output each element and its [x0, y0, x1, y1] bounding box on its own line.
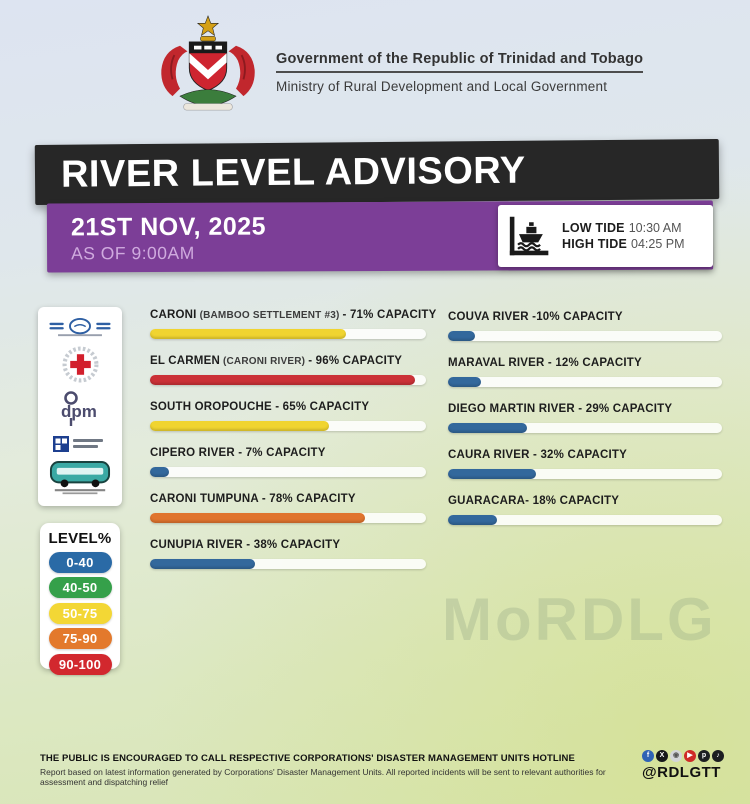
- partner-logos-panel: [38, 307, 122, 506]
- capacity-bar-track: [448, 469, 722, 479]
- capacity-bar-track: [448, 423, 722, 433]
- capacity-bar-track: [150, 513, 426, 523]
- works-transport-logo-icon: [53, 435, 107, 453]
- advisory-date: 21ST NOV, 2025: [70, 212, 267, 242]
- low-tide-time: 10:30 AM: [628, 221, 682, 235]
- capacity-bar-track: [150, 375, 426, 385]
- capacity-bar-fill: [150, 513, 365, 523]
- river-label: GUARACARA- 18% CAPACITY: [448, 495, 620, 507]
- river-name: EL CARMEN: [150, 355, 220, 367]
- capacity-bar-track: [150, 329, 426, 339]
- river-row-el-carmen: [150, 355, 426, 385]
- river-label: [150, 309, 437, 323]
- odpm-logo-icon: [57, 391, 103, 427]
- river-column-left: [150, 309, 437, 585]
- capacity-bar-fill: [150, 421, 329, 431]
- river-row-caroni-tumpuna: [150, 493, 426, 523]
- river-label: COUVA RIVER -10% CAPACITY: [448, 311, 623, 323]
- government-line: Government of the Republic of Trinidad and Tobago: [276, 51, 643, 73]
- river-label: CUNUPIA RIVER - 38% CAPACITY: [150, 539, 341, 551]
- tide-info-box: [498, 205, 713, 267]
- capacity-bar-track: [150, 467, 426, 477]
- river-label: DIEGO MARTIN RIVER - 29% CAPACITY: [448, 403, 673, 415]
- capacity-bar-fill: [448, 331, 475, 341]
- river-row-caura: [448, 449, 722, 479]
- river-label: CARONI TUMPUNA - 78% CAPACITY: [150, 493, 356, 505]
- facebook-icon[interactable]: f: [642, 750, 654, 762]
- legend-title: LEVEL%: [48, 530, 112, 547]
- high-tide-label: HIGH TIDE: [562, 237, 627, 251]
- capacity-bar-track: [150, 421, 426, 431]
- river-label: SOUTH OROPOUCHE - 65% CAPACITY: [150, 401, 370, 413]
- instagram-icon[interactable]: ◉: [670, 750, 682, 762]
- trinidad-tobago-coat-of-arms-icon: [152, 12, 264, 114]
- tide-gauge-icon: [508, 214, 552, 258]
- river-row-guaracara: [448, 495, 722, 525]
- social-block: [642, 750, 734, 781]
- capacity-bar-track: [448, 515, 722, 525]
- capacity-bar-fill: [448, 377, 481, 387]
- river-row-diego-martin: [448, 403, 722, 433]
- capacity-bar-fill: [150, 375, 415, 385]
- legend-pill-40-50: 40-50: [49, 577, 112, 598]
- river-row-cunupia: [150, 539, 426, 569]
- capacity-bar-track: [150, 559, 426, 569]
- high-tide-row: [562, 237, 685, 251]
- ptsc-bus-logo-icon: [49, 460, 111, 495]
- legend-pill-0-40: 0-40: [49, 552, 112, 573]
- water-authority-logo-icon: [49, 318, 111, 339]
- legend-pill-75-90: 75-90: [49, 628, 112, 649]
- youtube-icon[interactable]: ▶: [684, 750, 696, 762]
- capacity-bar-fill: [150, 559, 255, 569]
- title-banner: [35, 139, 719, 205]
- river-column-right: [448, 311, 722, 541]
- tide-times: [562, 219, 685, 253]
- river-label: [150, 355, 426, 369]
- legend-pill-50-75: 50-75: [49, 603, 112, 624]
- river-name: CARONI: [150, 309, 197, 321]
- legend-pill-90-100: 90-100: [49, 654, 112, 675]
- footer-text: [40, 753, 640, 787]
- capacity-bar-track: [448, 331, 722, 341]
- header-text: [276, 32, 643, 94]
- tiktok-icon[interactable]: ♪: [712, 750, 724, 762]
- river-row-couva: [448, 311, 722, 341]
- svg-text:dpm: dpm: [61, 401, 97, 421]
- capacity-bar-fill: [448, 423, 527, 433]
- hotline-notice: THE PUBLIC IS ENCOURAGED TO CALL RESPECTIVE CORPORATIONS' DISASTER MANAGEMENT UNITS HOTLINE: [40, 753, 575, 764]
- river-label: CIPERO RIVER - 7% CAPACITY: [150, 447, 326, 459]
- social-handle: @RDLGTT: [642, 764, 721, 781]
- river-row-south-oropouche: [150, 401, 426, 431]
- pinterest-icon[interactable]: p: [698, 750, 710, 762]
- capacity-bar-fill: [150, 467, 169, 477]
- social-icons-row: [642, 750, 734, 762]
- river-qualifier: (CARONI RIVER): [222, 356, 306, 367]
- capacity-bar-fill: [150, 329, 346, 339]
- capacity-bar-track: [448, 377, 722, 387]
- advisory-as-of-time: AS OF 9:00AM: [71, 242, 195, 264]
- low-tide-label: LOW TIDE: [562, 221, 625, 235]
- level-legend: [40, 523, 120, 672]
- low-tide-row: [562, 221, 685, 235]
- river-row-caroni: [150, 309, 437, 339]
- capacity-bar-fill: [448, 469, 536, 479]
- ministry-line: Ministry of Rural Development and Local Government: [276, 79, 608, 94]
- x-twitter-icon[interactable]: X: [656, 750, 668, 762]
- capacity-bar-fill: [448, 515, 497, 525]
- river-capacity: - 71% CAPACITY: [342, 309, 437, 321]
- high-tide-time: 04:25 PM: [631, 237, 685, 251]
- river-label: CAURA RIVER - 32% CAPACITY: [448, 449, 627, 461]
- river-row-maraval: [448, 357, 722, 387]
- river-row-cipero: [150, 447, 426, 477]
- red-cross-logo-icon: [62, 346, 99, 383]
- mordlg-watermark: MoRDLG: [442, 586, 717, 653]
- disclaimer-text: Report based on latest information generated by Corporations' Disaster Management Units. All reported incidents will be sent to relevant authorities for assessment and dispatching relief: [40, 767, 606, 787]
- header: [152, 12, 643, 114]
- advisory-title: RIVER LEVEL ADVISORY: [60, 149, 526, 196]
- river-label: MARAVAL RIVER - 12% CAPACITY: [448, 357, 642, 369]
- river-capacity: - 96% CAPACITY: [308, 355, 403, 367]
- river-qualifier: (BAMBOO SETTLEMENT #3): [199, 310, 340, 321]
